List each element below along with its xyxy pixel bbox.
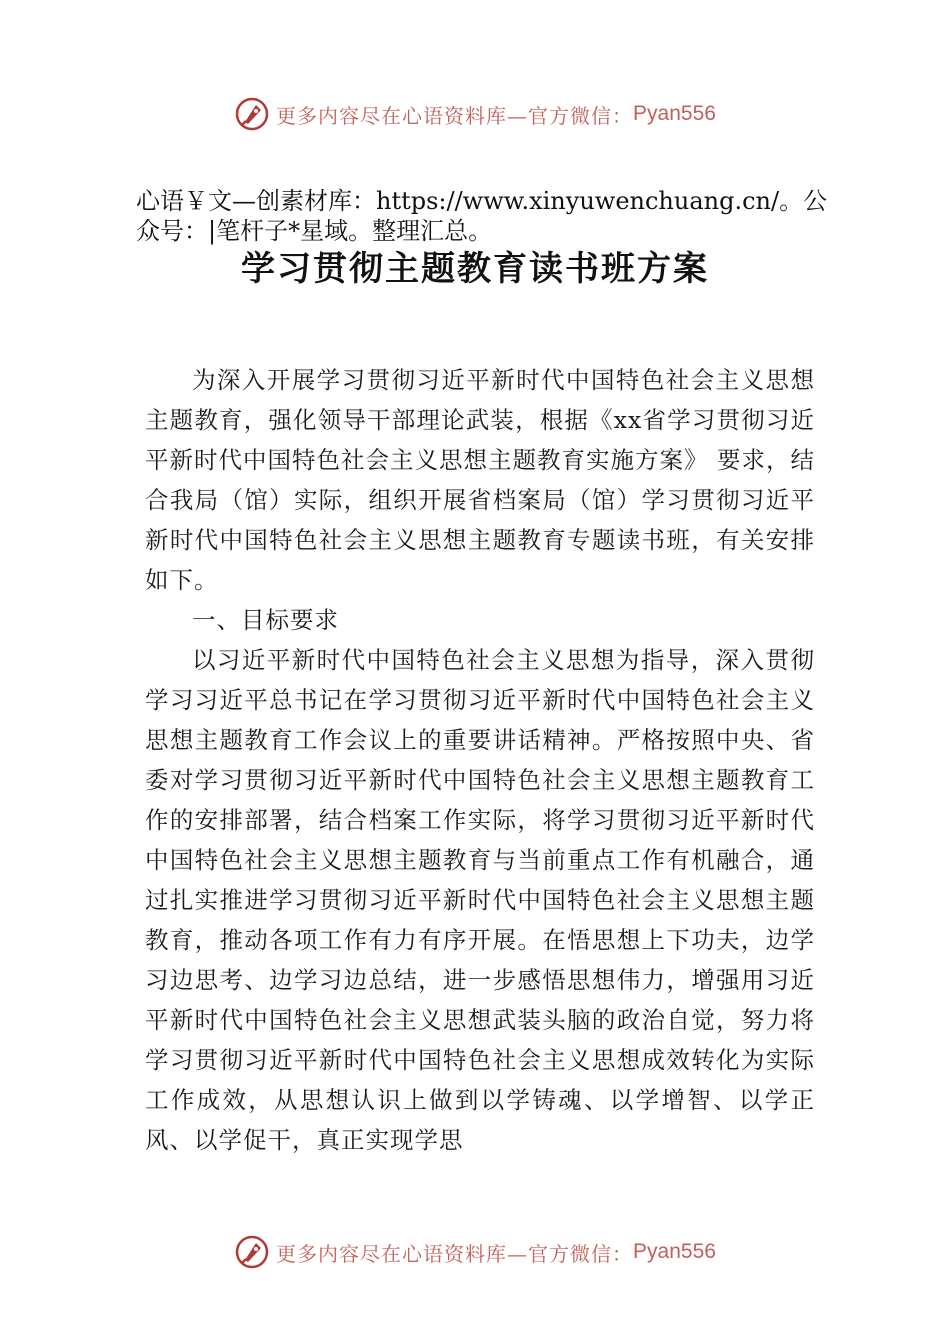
banner-wechat-id: Pyan556	[633, 1240, 716, 1263]
document-title: 学习贯彻主题教育读书班方案	[241, 249, 709, 289]
banner-wechat-id: Pyan556	[633, 102, 716, 125]
banner-text: 更多内容尽在心语资料库—官方微信：	[276, 1241, 634, 1266]
paragraph-intro: 为深入开展学习贯彻习近平新时代中国特色社会主义思想主题教育，强化领导干部理论武装，根据《xx省学习贯彻习近平新时代中国特色社会主义思想主题教育实施方案》 要求，结合我局（馆）实际，组织开展省档案局（馆）学习贯彻习近平新时代中国特色社会主义思想主题教育专题读书班，有关安排如下。	[145, 366, 815, 594]
footer-banner	[0, 1232, 950, 1272]
pen-nib-logo-icon	[234, 96, 270, 132]
pen-nib-logo-icon	[234, 1234, 270, 1270]
document-body	[145, 360, 815, 1160]
header-banner	[0, 94, 950, 134]
source-line: 心语￥文—创素材库：https://www.xinyuwenchuang.cn/。公众号：|笔杆子*星域。整理汇总。	[136, 187, 828, 245]
banner-text: 更多内容尽在心语资料库—官方微信：	[276, 103, 634, 128]
paragraph-goals: 以习近平新时代中国特色社会主义思想为指导，深入贯彻学习习近平总书记在学习贯彻习近平新时代中国特色社会主义思想主题教育工作会议上的重要讲话精神。严格按照中央、省委对学习贯彻习近平新时代中国特色社会主义思想主题教育工作的安排部署，结合档案工作实际，将学习贯彻习近平新时代中国特色社会主义思想主题教育与当前重点工作有机融合，通过扎实推进学习贯彻习近平新时代中国特色社会主义思想主题教育，推动各项工作有力有序开展。在悟思想上下功夫，边学习边思考、边学习边总结，进一步感悟思想伟力，增强用习近平新时代中国特色社会主义思想武装头脑的政治自觉，努力将学习贯彻习近平新时代中国特色社会主义思想成效转化为实际工作成效，从思想认识上做到以学铸魂、以学增智、以学正风、以学促干，真正实现学思	[145, 646, 815, 1154]
section-heading: 一、目标要求	[192, 606, 339, 634]
